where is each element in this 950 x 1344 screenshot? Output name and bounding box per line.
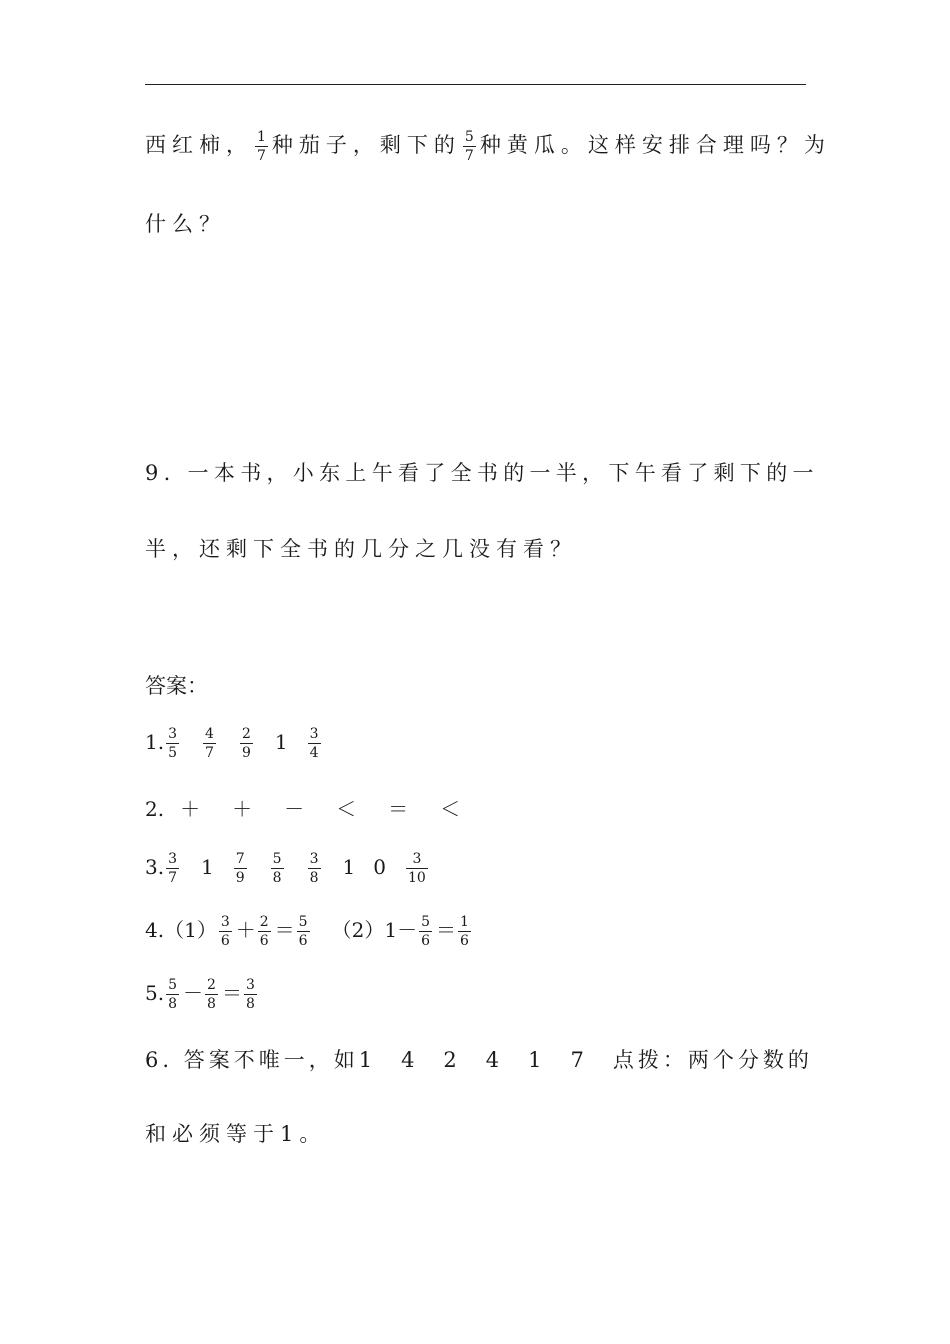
- answer-3-number-1: 1: [201, 855, 214, 879]
- answer-3-fraction-3-numerator: 5: [272, 851, 282, 867]
- answer-3-fraction-4-numerator: 3: [309, 851, 319, 867]
- top-rule: [145, 84, 806, 85]
- answer-1-fraction-1-denominator: 5: [168, 745, 178, 761]
- answer-4-part-2-operator-2: ＝: [435, 918, 456, 942]
- answer-3-fraction-2-denominator: 9: [235, 870, 245, 886]
- answer-5-fraction-2-numerator: 2: [207, 977, 216, 993]
- answer-4-part-2-whole: 1: [384, 918, 398, 942]
- answer-2-symbol-4: ＜: [336, 797, 357, 821]
- q9-line-1: 9. 一本书，小东上午看了全书的一半，下午看了剩下的一: [145, 461, 819, 485]
- answer-5-fraction-2-denominator: 8: [207, 996, 216, 1012]
- answer-3-fraction-5-numerator: 3: [412, 851, 422, 867]
- answer-3-fraction-5: [406, 852, 428, 885]
- answer-3-fraction-1-numerator: 3: [168, 851, 178, 867]
- answer-3-fraction-5-denominator: 10: [407, 870, 426, 886]
- q8-text-c: 种黄瓜。这样安排合理吗？为: [479, 133, 831, 157]
- answer-1-fraction-2-denominator: 7: [205, 745, 214, 761]
- answer-1-fraction-4: [308, 727, 321, 760]
- answer-5-fraction-3-denominator: 8: [245, 996, 255, 1012]
- answer-3-fraction-3: [271, 852, 284, 885]
- answer-1-fraction-2: [203, 727, 216, 760]
- answer-4-label: 4.: [145, 918, 165, 942]
- answer-5-fraction-1-denominator: 8: [168, 996, 178, 1012]
- q8-text-a: 西红柿，: [145, 133, 253, 157]
- answer-4-part-1-operator-1: ＋: [235, 918, 256, 942]
- answer-4-part-1-fraction-0: [219, 915, 232, 948]
- answer-2-label: 2.: [145, 797, 165, 821]
- fraction-5-7: $\frac{5}{7}$: [464, 129, 474, 164]
- answer-1-fraction-3-denominator: 9: [241, 745, 251, 761]
- answer-1-fraction-2-numerator: 4: [205, 726, 214, 742]
- answer-3-fraction-3-denominator: 8: [272, 870, 282, 886]
- answer-5-fraction-2: [205, 978, 218, 1011]
- answer-5-fraction-1: [166, 978, 179, 1011]
- answer-5-fraction-3: [244, 978, 257, 1011]
- answer-2-symbol-5: ＝: [388, 797, 409, 821]
- answer-5: [145, 978, 261, 1011]
- answer-4-part-2-fraction-3: [458, 915, 471, 948]
- answer-3: [145, 852, 432, 885]
- q8-line-1: [145, 130, 831, 163]
- answer-5-fraction-3-numerator: 3: [245, 977, 255, 993]
- answer-3-fraction-2: [234, 852, 247, 885]
- answer-4-part-1-fraction-2: [258, 915, 271, 948]
- answer-2-symbol-1: ＋: [180, 797, 201, 821]
- answer-4-part-1-fraction-0-numerator: 3: [220, 914, 230, 930]
- answer-4-part-1-fraction-4: [297, 915, 310, 948]
- answer-1-fraction-4-denominator: 4: [309, 745, 319, 761]
- answer-2-symbol-3: －: [284, 797, 305, 821]
- answer-3-number-3: 0: [373, 855, 386, 879]
- answers-heading: 答案：: [145, 674, 208, 698]
- answer-4-part-1-fraction-0-denominator: 6: [220, 933, 230, 949]
- answer-3-label: 3.: [145, 855, 165, 879]
- answer-3-fraction-4-denominator: 8: [309, 870, 319, 886]
- answer-1-label: 1.: [145, 730, 165, 754]
- answer-1: [145, 727, 325, 760]
- answer-4-part-2-fraction-1-numerator: 5: [421, 914, 430, 930]
- answer-1-whole: 1: [274, 730, 288, 754]
- answer-4-part-1-fraction-4-numerator: 5: [298, 914, 308, 930]
- answer-1-fraction-3-numerator: 2: [241, 726, 251, 742]
- answer-1-fraction-3: [240, 727, 253, 760]
- answer-4-part-2-fraction-3-denominator: 6: [459, 933, 469, 949]
- answer-4-part-2-fraction-1-denominator: 6: [421, 933, 430, 949]
- answer-4-part-2-operator-0: －: [397, 918, 418, 942]
- answer-4-part-1-label: （1）: [164, 918, 217, 942]
- answer-6-line-2: 和必须等于1。: [145, 1122, 327, 1146]
- q9-line-2: 半，还剩下全书的几分之几没有看？: [145, 537, 577, 561]
- q8-line-2: 什么？: [145, 212, 226, 236]
- answer-4-part-1-fraction-2-denominator: 6: [259, 933, 269, 949]
- answer-5-label: 5.: [145, 981, 165, 1005]
- answer-3-fraction-1: [166, 852, 179, 885]
- answer-5-operator-equals: ＝: [221, 981, 242, 1005]
- answer-2-symbol-2: ＋: [232, 797, 253, 821]
- answer-5-fraction-1-numerator: 5: [168, 977, 178, 993]
- answer-1-fraction-4-numerator: 3: [309, 726, 319, 742]
- answer-4-part-1-fraction-4-denominator: 6: [298, 933, 308, 949]
- answer-4-part-2-fraction-1: [419, 915, 432, 948]
- answer-3-fraction-1-denominator: 7: [168, 870, 178, 886]
- answer-4-part-2-label: （2）: [331, 918, 385, 942]
- answer-3-number-2: 1: [342, 855, 356, 879]
- answer-3-fraction-4: [308, 852, 321, 885]
- answer-6-line-1: 6. 答案不唯一，如1 4 2 4 1 7 点拨：两个分数的: [145, 1048, 813, 1072]
- answer-2-symbol-6: ＜: [440, 797, 461, 821]
- q8-text-b: 种茄子，剩下的: [271, 133, 461, 157]
- answer-1-fraction-1-numerator: 3: [168, 726, 178, 742]
- answer-4-part-1-fraction-2-numerator: 2: [259, 914, 269, 930]
- answer-4: [145, 915, 475, 948]
- answer-4-part-1-operator-3: ＝: [274, 918, 295, 942]
- fraction-1-7: $\frac{1}{7}$: [257, 129, 266, 164]
- answer-2: [145, 799, 476, 819]
- answer-5-operator-minus: －: [183, 981, 204, 1005]
- answer-1-fraction-1: [166, 727, 179, 760]
- answer-4-part-2-fraction-3-numerator: 1: [459, 914, 469, 930]
- answer-3-fraction-2-numerator: 7: [235, 851, 245, 867]
